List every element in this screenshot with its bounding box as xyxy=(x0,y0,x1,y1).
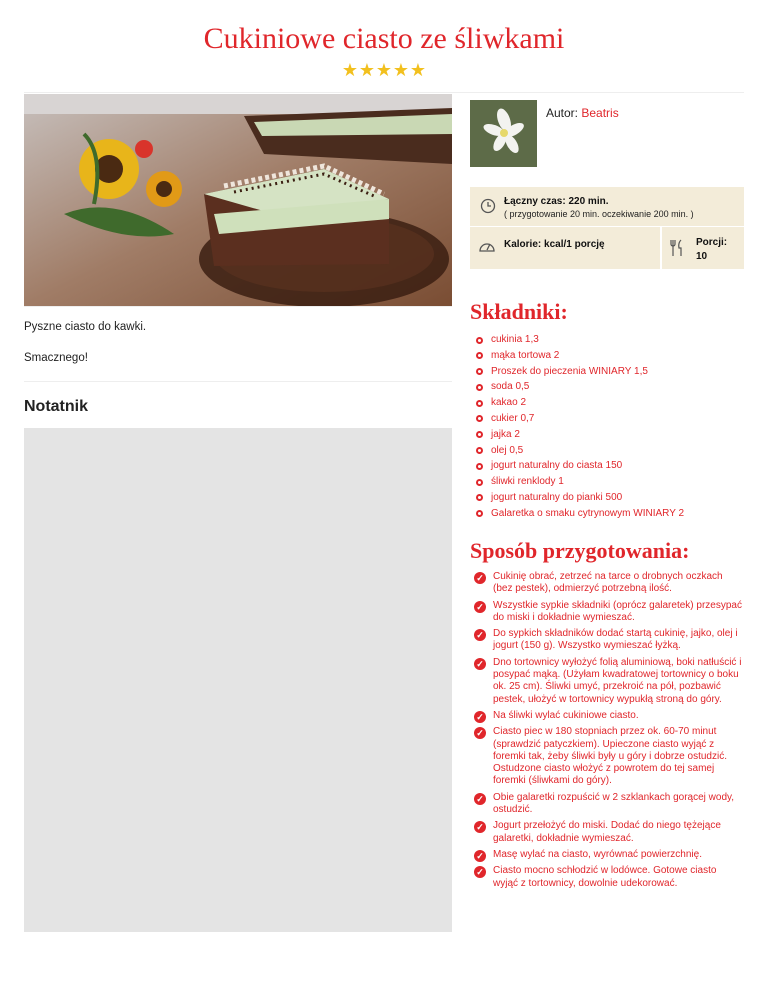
speedometer-icon xyxy=(478,238,496,259)
calories-box xyxy=(470,227,660,269)
step-item xyxy=(474,657,744,706)
check-circle-icon: ✓ xyxy=(474,629,486,641)
star-icon: ★ xyxy=(341,60,359,80)
author-line xyxy=(546,106,619,120)
author-label: Autor: xyxy=(546,106,579,120)
recipe-description xyxy=(24,306,452,382)
ingredient-item: jogurt naturalny do ciasta 150 xyxy=(476,459,684,475)
total-time-label: Łączny czas: 220 min. xyxy=(504,196,609,207)
check-circle-icon: ✓ xyxy=(474,727,486,739)
star-icon: ★ xyxy=(375,60,393,80)
ingredient-item: Galaretka o smaku cytrynowym WINIARY 2 xyxy=(476,507,684,523)
ingredient-item: mąka tortowa 2 xyxy=(476,349,684,365)
step-item xyxy=(474,792,744,817)
check-circle-icon: ✓ xyxy=(474,711,486,723)
step-text: Masę wylać na ciasto, wyrównać powierzchnię. xyxy=(493,848,702,860)
description-column xyxy=(24,306,452,428)
step-item xyxy=(474,571,744,596)
ingredient-item: olej 0,5 xyxy=(476,444,684,460)
clock-icon xyxy=(480,198,496,219)
ingredient-item: jogurt naturalny do pianki 500 xyxy=(476,491,684,507)
notes-title: Notatnik xyxy=(24,398,88,415)
star-icon: ★ xyxy=(392,60,410,80)
step-text: Do sypkich składników dodać startą cukinię, jajko, olej i jogurt (150 g). Wszystko wymieszać łyżką. xyxy=(493,628,738,652)
step-text: Dno tortownicy wyłożyć folią aluminiową, boki natłuścić i posypać mąką. (Użyłam kwadratowej tortownicy o boku ok. 25 cm). Śliwki umyć, przekroić na pół, pozbawić pestek, ułożyć w tortownicy wypukłą stroną do góry. xyxy=(493,656,742,705)
step-item xyxy=(474,628,744,653)
recipe-title: Cukiniowe ciasto ze śliwkami xyxy=(203,22,565,55)
step-text: Ciasto mocno schłodzić w lodówce. Gotowe ciasto wyjąć z tortownicy, dowolnie udekorować. xyxy=(493,865,717,889)
step-item xyxy=(474,600,744,625)
ingredient-item: soda 0,5 xyxy=(476,380,684,396)
author-link[interactable]: Beatris xyxy=(581,106,619,120)
step-text: Obie galaretki rozpuścić w 2 szklankach gorącej wody, ostudzić. xyxy=(493,791,735,816)
notes-textarea[interactable] xyxy=(24,428,452,932)
ingredient-item: cukinia 1,3 xyxy=(476,333,684,349)
cutlery-icon xyxy=(670,239,684,262)
calories-label: Kalorie: kcal/1 porcję xyxy=(504,239,605,250)
ingredient-item: Proszek do pieczenia WINIARY 1,5 xyxy=(476,365,684,381)
step-item xyxy=(474,865,744,890)
recipe-photo xyxy=(24,94,452,306)
ingredient-item: jajka 2 xyxy=(476,428,684,444)
total-time-box xyxy=(470,187,744,226)
ingredient-item: śliwki renklody 1 xyxy=(476,475,684,491)
description-line: Pyszne ciasto do kawki. xyxy=(24,321,147,333)
ingredient-item: kakao 2 xyxy=(476,396,684,412)
step-text: Na śliwki wylać cukiniowe ciasto. xyxy=(493,709,639,721)
step-text: Cukinię obrać, zetrzeć na tarce o drobnych oczkach (bez pestek), odmierzyć potrzebną ilość. xyxy=(493,571,723,595)
star-icon: ★ xyxy=(409,60,427,80)
star-icon: ★ xyxy=(358,60,376,80)
rating-stars xyxy=(0,60,768,81)
author-avatar[interactable] xyxy=(470,100,537,167)
check-circle-icon: ✓ xyxy=(474,850,486,862)
time-breakdown: ( przygotowanie 20 min. oczekiwanie 200 min. ) xyxy=(504,209,694,219)
step-text: Wszystkie sypkie składniki (oprócz galaretek) przesypać do miski i dokładnie wymieszać. xyxy=(493,599,742,623)
step-item xyxy=(474,710,744,722)
check-circle-icon: ✓ xyxy=(474,601,486,613)
ingredient-item: cukier 0,7 xyxy=(476,412,684,428)
portions-label xyxy=(696,236,727,264)
divider xyxy=(24,92,744,93)
preparation-title: Sposób przygotowania: xyxy=(470,538,690,563)
portions-value: 10 xyxy=(696,251,708,262)
portions-box xyxy=(662,227,744,269)
step-text: Jogurt przełożyć do miski. Dodać do niego tężejące galaretki, dokładnie wymieszać. xyxy=(493,820,721,844)
check-circle-icon: ✓ xyxy=(474,866,486,878)
ingredients-title: Składniki: xyxy=(470,299,568,324)
check-circle-icon: ✓ xyxy=(474,821,486,833)
portions-title: Porcji: xyxy=(696,237,728,248)
check-circle-icon: ✓ xyxy=(474,793,486,805)
step-text: Ciasto piec w 180 stopniach przez ok. 60-70 minut (sprawdzić patyczkiem). Upieczone ciasto wyjąć z foremki tak, żeby śliwki były u góry i dobrze ostudzić. Ostudzone ciasto włożyć z powrotem do tej samej foremki (śliwkami do góry). xyxy=(493,726,727,787)
step-item xyxy=(474,726,744,787)
description-line: Smacznego! xyxy=(24,352,88,364)
check-circle-icon: ✓ xyxy=(474,658,486,670)
ingredients-list xyxy=(476,333,684,523)
step-item xyxy=(474,820,744,845)
check-circle-icon: ✓ xyxy=(474,572,486,584)
step-item xyxy=(474,849,744,861)
preparation-steps xyxy=(474,571,744,894)
